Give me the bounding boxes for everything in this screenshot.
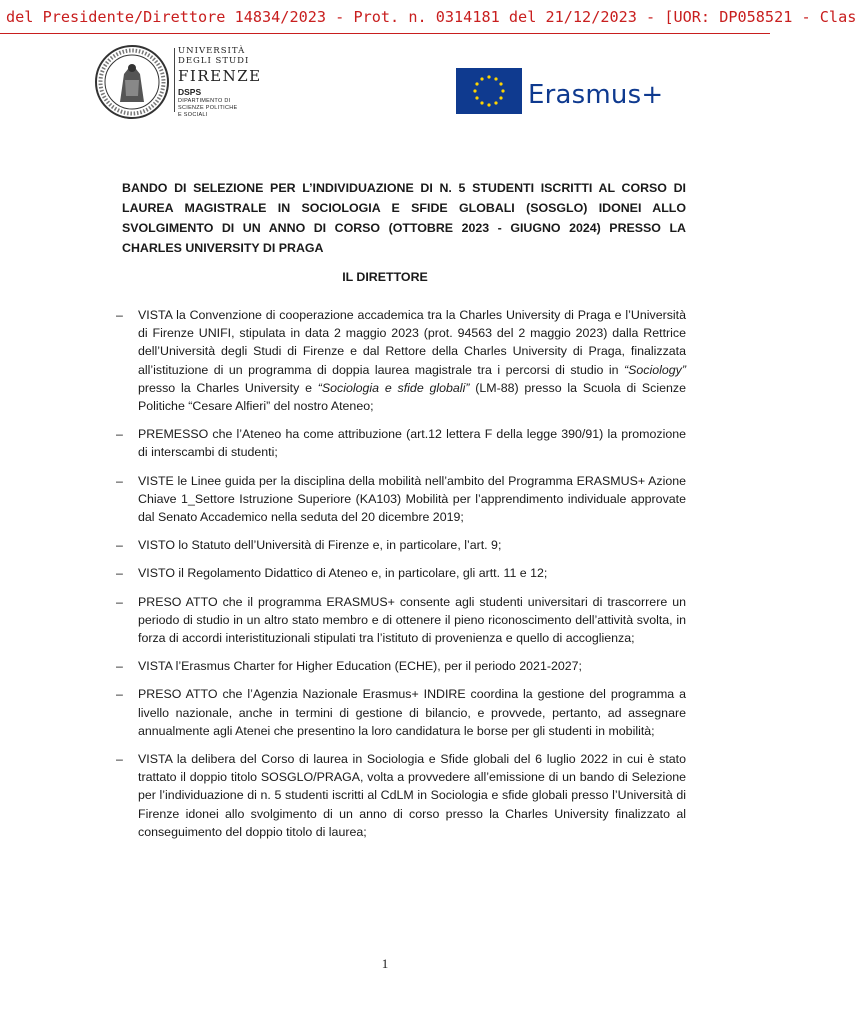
preamble-item-6	[116, 593, 686, 648]
protocol-stamp: del Presidente/Direttore 14834/2023 - Prot. n. 0314181 del 21/12/2023 - [UOR: DP058521 - Clas	[0, 0, 770, 34]
bullet-dash: –	[116, 538, 123, 553]
dept-line3: E SOCIALI	[178, 112, 208, 118]
document-title: BANDO DI SELEZIONE PER L’INDIVIDUAZIONE DI N. 5 STUDENTI ISCRITTI AL CORSO DI LAUREA MAGISTRALE IN SOCIOLOGIA E SFIDE GLOBALI (SOSGLO) IDONEI ALLO SVOLGIMENTO DI UN ANNO DI CORSO (OTTOBRE 2023 - GIUGNO 2024) PRESSO LA CHARLES UNIVERSITY DI PRAGA	[122, 181, 686, 255]
bullet-dash: –	[116, 427, 123, 442]
university-line1: UNIVERSITÀ	[178, 46, 246, 56]
preamble-item-4	[116, 536, 686, 554]
bullet-dash: –	[116, 473, 123, 488]
bullet-dash: –	[116, 687, 123, 702]
page-number: 1	[381, 956, 389, 971]
preamble-item-1	[116, 306, 686, 415]
p1-text-c: presso la Charles University e	[138, 380, 318, 395]
p1-italic-sosglo: “Sociologia e sfide globali”	[317, 380, 470, 395]
university-line2: DEGLI STUDI	[178, 56, 250, 66]
p1-italic-sociology: “Sociology”	[624, 362, 686, 377]
bullet-dash: –	[116, 594, 123, 609]
preamble-item-2	[116, 425, 686, 461]
p5-text: VISTO il Regolamento Didattico di Ateneo e, in particolare, gli artt. 11 e 12;	[138, 566, 548, 581]
eu-flag-icon	[456, 68, 522, 114]
university-logo-text	[178, 46, 262, 119]
p4-text: VISTO lo Statuto dell’Università di Firenze e, in particolare, l’art. 9;	[138, 538, 502, 553]
university-name: FIRENZE	[178, 67, 262, 85]
preamble-list	[116, 306, 686, 851]
p9-text: VISTA la delibera del Corso di laurea in Sociologia e Sfide globali del 6 luglio 2022 in cui è stato trattato il doppio titolo SOSGLO/PRAGA, volta a provvedere all’emissione di un bando di Selezione per l’individuazione di n. 5 studenti iscritti al CdLM in Sociologia e sfide globali presso l’Università di Firenze idonei allo svolgimento di un anno di corso presso la Charles University finalizzato al conseguimento del doppio titolo di laurea;	[138, 752, 686, 839]
preamble-item-5	[116, 564, 686, 582]
p1-text-e: (LM-88) presso la Scuola di Scienze Politiche “Cesare Alfieri” del nostro Ateneo;	[138, 380, 687, 414]
bullet-dash: –	[116, 659, 123, 674]
header-divider	[174, 48, 175, 112]
preamble-item-3	[116, 472, 686, 527]
unifi-seal-icon	[94, 44, 170, 120]
bullet-dash: –	[116, 566, 123, 581]
preamble-item-7	[116, 657, 686, 675]
p8-text: PRESO ATTO che l’Agenzia Nazionale Erasmus+ INDIRE coordina la gestione del programma a livello nazionale, anche in termini di gestione di bilancio, e provvede, pertanto, ad assegnare annualmente agli Atenei che presentino la loro candidatura le borse per gli studenti in mobilità;	[138, 687, 686, 738]
bullet-dash: –	[116, 752, 123, 767]
p3-text: VISTE le Linee guida per la disciplina della mobilità nell’ambito del Programma ERASMUS+ Azione Chiave 1_Settore Istruzione Superiore (KA103) Mobilità per l’apprendimento individuale approvate dal Senato Accademico nella seduta del 20 dicembre 2019;	[138, 473, 686, 525]
dept-line1: DIPARTIMENTO DI	[178, 98, 231, 104]
p7-text: VISTA l’Erasmus Charter for Higher Education (ECHE), per il periodo 2021-2027;	[138, 659, 582, 674]
preamble-item-9	[116, 750, 686, 841]
dept-acronym: DSPS	[178, 87, 202, 97]
erasmus-logo	[456, 68, 676, 116]
section-heading: IL DIRETTORE	[342, 270, 428, 284]
preamble-item-8	[116, 685, 686, 740]
p2-text: PREMESSO che l’Ateneo ha come attribuzione (art.12 lettera F della legge 390/91) la promozione di interscambi di studenti;	[138, 427, 686, 460]
p1-text-a: VISTA la Convenzione di cooperazione accademica tra la Charles University di Praga e l’Università di Firenze UNIFI, stipulata in data 2 maggio 2023 (prot. 94563 del 2 maggio 2023) dalla Rettrice dell’Università degli Studi di Firenze e dal Rettore della Charles University di Praga, finalizzata all’istituzione di un programma di doppia laurea magistrale tra i percorsi di studio in	[138, 308, 686, 377]
dept-line2: SCIENZE POLITICHE	[178, 105, 238, 111]
erasmus-wordmark: Erasmus+	[528, 80, 664, 110]
bullet-dash: –	[116, 308, 123, 322]
p6-text: PRESO ATTO che il programma ERASMUS+ consente agli studenti universitari di trascorrere un periodo di studio in un altro stato membro e di ottenere il pieno riconoscimento dell’attività svolta, in forza di accordi interistituzionali stipulati tra l’istituto di provenienza e quello di accoglienza;	[138, 594, 686, 646]
